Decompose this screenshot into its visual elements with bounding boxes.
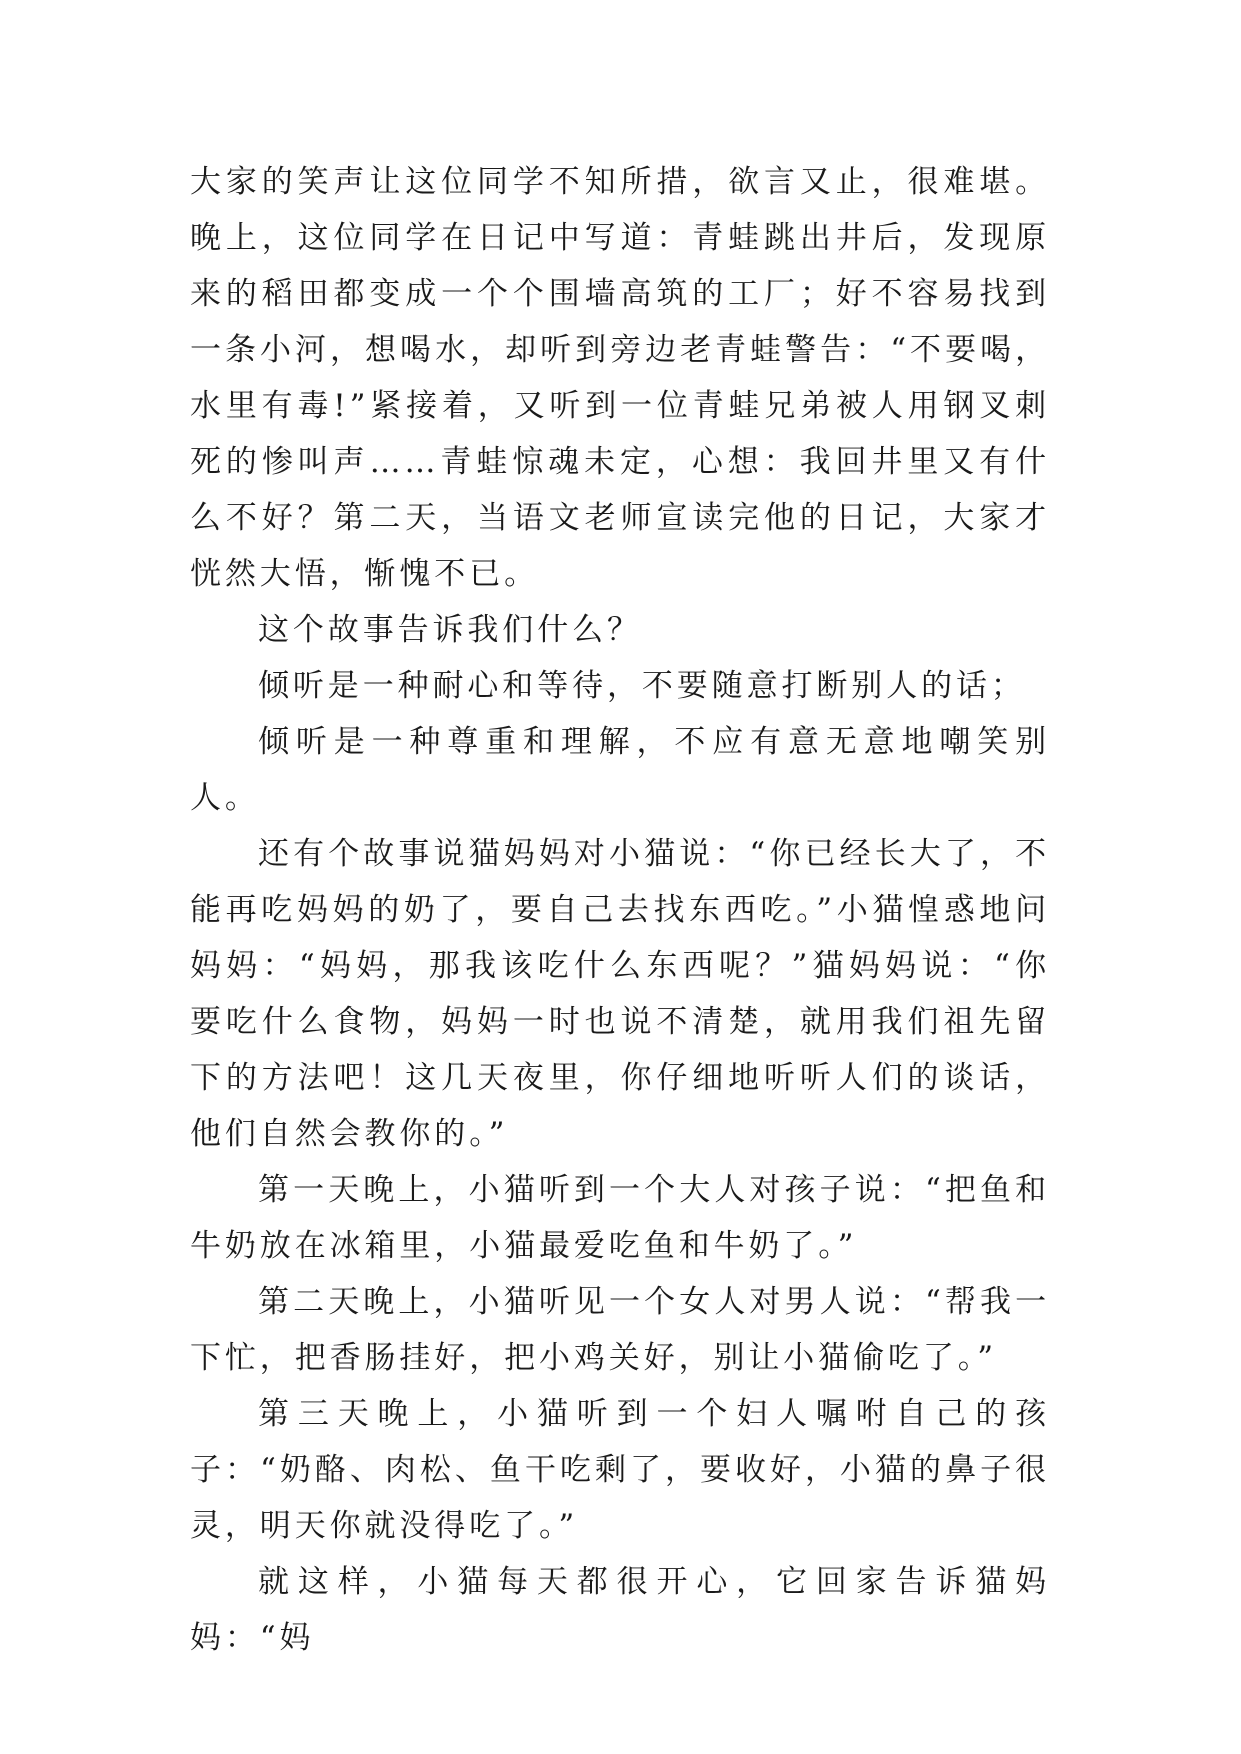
paragraph-9: 就这样，小猫每天都很开心，它回家告诉猫妈妈：“妈 [190,1564,1050,1656]
paragraph-8: 第三天晚上，小猫听到一个妇人嘱咐自己的孩子：“奶酪、肉松、鱼干吃剩了，要收好，小猫的鼻子很灵，明天你就没得吃了。” [190,1396,1050,1544]
paragraph-6: 第一天晚上，小猫听到一个大人对孩子说：“把鱼和牛奶放在冰箱里，小猫最爱吃鱼和牛奶了。” [190,1172,1050,1264]
paragraph-2: 这个故事告诉我们什么？ [258,612,642,648]
paragraph-4: 倾听是一种尊重和理解，不应有意无意地嘲笑别人。 [190,724,1050,816]
paragraph-3: 倾听是一种耐心和等待，不要随意打断别人的话； [258,668,1026,704]
document-body [190,154,1050,1666]
paragraph-1: 大家的笑声让这位同学不知所措，欲言又止，很难堪。晚上，这位同学在日记中写道：青蛙跳出井后，发现原来的稻田都变成一个个围墙高筑的工厂；好不容易找到一条小河，想喝水，却听到旁边老青蛙警告：“不要喝，水里有毒!”紧接着，又听到一位青蛙兄弟被人用钢叉刺死的惨叫声……青蛙惊魂未定，心想：我回井里又有什么不好？第二天，当语文老师宣读完他的日记，大家才恍然大悟，惭愧不已。 [190,164,1050,592]
paragraph-5: 还有个故事说猫妈妈对小猫说：“你已经长大了，不能再吃妈妈的奶了，要自己去找东西吃。”小猫惶惑地问妈妈：“妈妈，那我该吃什么东西呢？”猫妈妈说：“你要吃什么食物，妈妈一时也说不清楚，就用我们祖先留下的方法吧！这几天夜里，你仔细地听听人们的谈话，他们自然会教你的。” [190,836,1050,1152]
paragraph-7: 第二天晚上，小猫听见一个女人对男人说：“帮我一下忙，把香肠挂好，把小鸡关好，别让小猫偷吃了。” [190,1284,1050,1376]
